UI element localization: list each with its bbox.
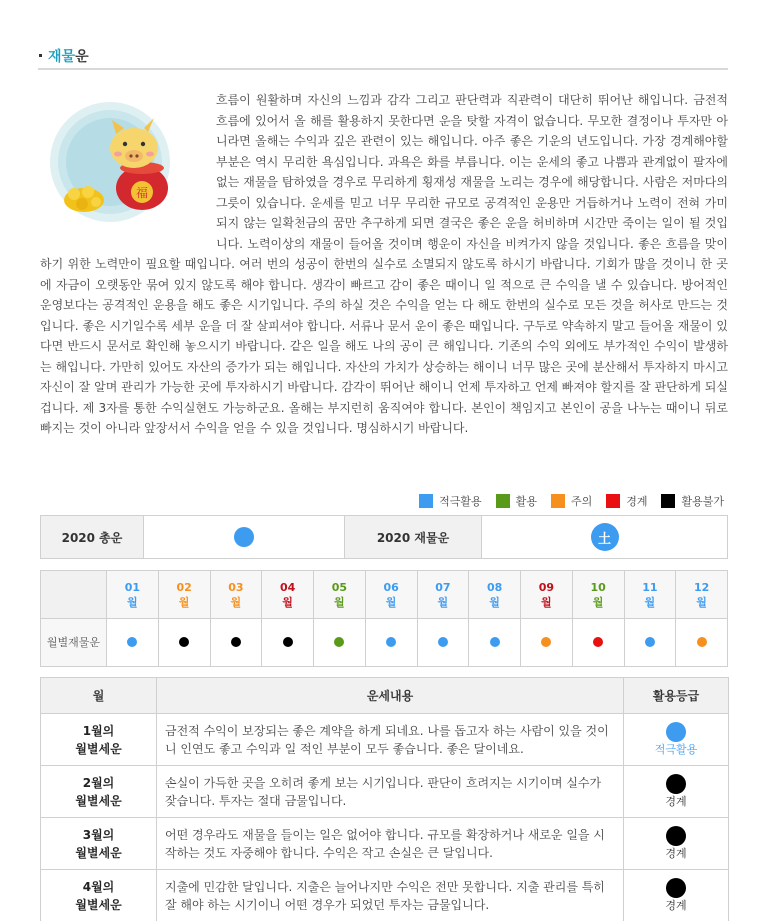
detail-header-row — [41, 678, 729, 714]
month-grade-row — [41, 619, 728, 667]
grade-dot-icon — [645, 637, 655, 647]
grade-dot-icon — [438, 637, 448, 647]
year-summary — [40, 515, 728, 559]
month-header — [521, 571, 573, 619]
month-grade-cell — [262, 619, 314, 667]
month-label: 2월의 — [82, 775, 115, 790]
month-header — [624, 571, 676, 619]
legend-label: 활용 — [515, 495, 537, 508]
content-cell: 손실이 가득한 곳을 오히려 좋게 보는 시기입니다. 판단이 흐려지는 시기이며 실수가 잦습니다. 투자는 절대 금물입니다. — [157, 766, 624, 818]
grade-dot-icon — [490, 637, 500, 647]
grade-dot-icon — [334, 637, 344, 647]
grade-cell — [624, 766, 729, 818]
month-unit: 월 — [541, 595, 552, 609]
fortune-paragraph: 흐름이 원활하며 자신의 느낌과 감각 그리고 판단력과 직관력이 대단히 뛰어난 해입니다. 금전적 흐름에 있어서 올 해를 활용하지 못한다면 운을 탓할 자격이 없습니다. 무모한 결정이나 투자만 아니라면 올해는 수익과 깊은 관련이 있는 해입니다. 아주 좋은 기운의 년도입니다. 가장 경계해야할 부분은 역시 무리한 욕심입니다. 과욕은 화를 부릅니다. 이는 운세의 좋고 나쁨과 관계없이 팔자에 없는 재물을 탐하였을 경우로 무리하게 횡재성 재물을 노리는 경우에 해당합니다. 사람은 저마다의 그릇이 있습니다. 운세를 믿고 너무 무리한 규모로 공격적인 운용만 거듭하거나 노력이 전혀 가미되지 않는 일확천금의 꿈만 추구하게 되면 결국은 좋은 운을 허비하며 시간만 죽이는 일이 될 것입니다. 노력이상의 재물이 들어올 것이며 행운이 자신을 비켜가지 않을 것입니다. 좋은 흐름을 맞이하기 위한 노력만이 필요할 때입니다. 여러 번의 성공이 한번의 실수로 소멸되지 않도록 하시기 바랍니다. 기회가 많을 것이니 한 곳에 자금이 오랫동안 묶여 있지 않도록 해야 합니다. 생각이 빠르고 감이 좋은 때이니 일 적으로 큰 수익을 낼 수 있습니다. 방어적인 운영보다는 공격적인 운용을 해도 좋은 시기입니다. 주의 하실 것은 수익을 얻는 다 해도 한번의 실수로 모든 것을 허사로 만드는 것입니다. 좋은 시기일수록 세부 운을 더 잘 살피셔야 합니다. 서류나 문서 운이 좋은 때입니다. 구두로 약속하지 말고 들어올 재물이 있다면 반드시 문서로 확인해 놓으시기 바랍니다. 같은 일을 해도 나의 공이 큰 해입니다. 기존의 수익 외에도 부가적인 수익이 발생하는 해입니다. 가만히 있어도 자산의 증가가 되는 해입니다. 자산의 가치가 상승하는 해이니 너무 많은 곳에 분산해서 투자하지 마시고 자신이 잘 알며 관리가 가능한 곳에 투자하시기 바랍니다. 감각이 뛰어난 해이니 언제 투자하고 언제 빠져야 할지를 잘 판단하게 되실 겁니다. 제 3자를 통한 수익실현도 가능하군요. 올해는 부지런히 움직여야 합니다. 본인이 책임지고 본인이 공을 나누는 때이니 뒤로 빠지는 것이 아니라 앞장서서 수익을 얻을 수 있을 것입니다. 명심하시기 바랍니다. — [40, 93, 728, 435]
table-row — [41, 870, 729, 921]
month-grade-cell — [365, 619, 417, 667]
grade-label: 경계 — [665, 899, 687, 912]
month-number: 06 — [383, 580, 399, 594]
month-label: 3월의 — [82, 827, 115, 842]
legend-item-use — [496, 493, 537, 509]
month-number: 10 — [590, 580, 606, 594]
month-header-row — [41, 571, 728, 619]
month-number: 08 — [486, 580, 503, 594]
grade-dot-icon — [697, 637, 707, 647]
legend-item-unusable — [661, 493, 724, 509]
month-header — [365, 571, 417, 619]
month-grade-cell — [521, 619, 573, 667]
grade-dot-icon — [666, 878, 686, 898]
grade-dot-icon — [231, 637, 241, 647]
month-header — [210, 571, 262, 619]
grade-dot-icon — [234, 527, 254, 547]
month-number: 03 — [228, 580, 244, 594]
content-cell: 어떤 경우라도 재물을 들이는 일은 없어야 합니다. 규모를 확장하거나 새로운 일을 시작하는 것도 자중해야 합니다. 수익은 작고 손실은 큰 달입니다. — [157, 818, 624, 870]
month-header — [469, 571, 521, 619]
month-number: 09 — [538, 580, 555, 594]
month-unit: 월 — [644, 595, 656, 609]
wealth-fortune-label: 2020 재물운 — [345, 516, 482, 558]
legend-swatch — [496, 494, 510, 508]
grade-dot-icon — [666, 826, 686, 846]
month-unit: 월 — [230, 595, 242, 609]
month-cell — [41, 766, 157, 818]
pig-fortune-illustration — [44, 96, 180, 228]
legend-label: 주의 — [570, 495, 593, 508]
legend-item-caution — [551, 493, 592, 509]
grade-label: 적극활용 — [654, 743, 698, 756]
legend-swatch — [551, 494, 565, 508]
legend-label: 경계 — [626, 495, 648, 508]
bullet-icon — [39, 54, 42, 57]
grade-cell — [624, 870, 729, 921]
month-unit: 월 — [127, 595, 138, 609]
section-title — [48, 46, 89, 66]
month-grade-cell — [572, 619, 624, 667]
grade-dot-icon — [386, 637, 396, 647]
legend-label: 적극활용 — [439, 495, 482, 508]
month-number: 02 — [176, 580, 192, 594]
monthly-grade-table — [40, 570, 728, 667]
month-header — [314, 571, 366, 619]
month-header — [107, 571, 159, 619]
earth-element-badge: 土 — [591, 523, 619, 551]
month-grade-cell — [210, 619, 262, 667]
grade-dot-icon — [283, 637, 293, 647]
column-header-month: 월 — [41, 678, 157, 714]
month-header — [676, 571, 728, 619]
month-grade-cell — [417, 619, 469, 667]
total-fortune-label: 2020 총운 — [41, 516, 144, 558]
total-fortune-value — [144, 516, 345, 558]
grade-dot-icon — [127, 637, 137, 647]
grade-cell — [624, 714, 729, 766]
month-unit: 월 — [385, 595, 397, 609]
month-header — [572, 571, 624, 619]
month-unit: 월 — [489, 595, 500, 609]
month-number: 01 — [124, 580, 141, 594]
month-label: 1월의 — [82, 723, 115, 738]
legend-item-warning — [606, 493, 647, 509]
grade-dot-icon — [593, 637, 603, 647]
month-unit: 월 — [282, 595, 293, 609]
grade-dot-icon — [541, 637, 551, 647]
month-unit: 월 — [178, 595, 190, 609]
month-grade-cell — [107, 619, 159, 667]
monthly-row-label: 월별재물운 — [41, 619, 107, 667]
month-cell — [41, 870, 157, 921]
month-sublabel: 월별세운 — [75, 897, 122, 912]
month-grade-cell — [624, 619, 676, 667]
section-header — [38, 44, 728, 70]
month-unit: 월 — [437, 595, 449, 609]
legend-swatch — [606, 494, 620, 508]
grade-label: 경계 — [665, 847, 687, 860]
section-title-accent: 재물 — [48, 49, 76, 65]
month-grade-cell — [158, 619, 210, 667]
grade-dot-icon — [666, 722, 686, 742]
month-sublabel: 월별세운 — [75, 741, 122, 756]
grade-dot-icon — [179, 637, 189, 647]
column-header-content: 운세내용 — [157, 678, 624, 714]
month-cell — [41, 714, 157, 766]
month-grade-cell — [676, 619, 728, 667]
month-sublabel: 월별세운 — [75, 793, 122, 808]
month-header — [417, 571, 469, 619]
month-header — [158, 571, 210, 619]
month-label: 4월의 — [82, 879, 115, 894]
month-unit: 월 — [592, 595, 604, 609]
svg-text:福: 福 — [135, 186, 149, 200]
legend-label: 활용불가 — [681, 495, 724, 508]
table-row — [41, 714, 729, 766]
month-sublabel: 월별세운 — [75, 845, 122, 860]
month-number: 04 — [279, 580, 296, 594]
month-grade-cell — [314, 619, 366, 667]
grade-label: 경계 — [665, 795, 687, 808]
table-row — [41, 766, 729, 818]
wealth-fortune-value — [482, 516, 727, 558]
month-unit: 월 — [334, 595, 345, 609]
legend-swatch — [661, 494, 675, 508]
month-number: 11 — [642, 580, 658, 594]
month-number: 12 — [693, 580, 710, 594]
month-number: 07 — [435, 580, 451, 594]
grade-cell — [624, 818, 729, 870]
month-header — [262, 571, 314, 619]
content-cell: 지출에 민감한 달입니다. 지출은 늘어나지만 수익은 전만 못합니다. 지출 관리를 특히 잘 해야 하는 시기이니 어떤 경우가 되었던 투자는 금물입니다. — [157, 870, 624, 921]
month-unit: 월 — [696, 595, 707, 609]
column-header-grade: 활용등급 — [624, 678, 729, 714]
legend-item-active — [419, 493, 482, 509]
content-cell: 금전적 수익이 보장되는 좋은 계약을 하게 되네요. 나를 돕고자 하는 사람이 있을 것이니 인연도 좋고 수익과 일 적인 부분이 모두 좋습니다. 좋은 달이네요. — [157, 714, 624, 766]
month-number: 05 — [331, 580, 348, 594]
section-title-rest: 운 — [75, 49, 89, 65]
table-row — [41, 818, 729, 870]
monthly-detail-table — [40, 677, 729, 921]
month-grade-cell — [469, 619, 521, 667]
grade-dot-icon — [666, 774, 686, 794]
month-cell — [41, 818, 157, 870]
grade-legend — [419, 493, 724, 509]
table-corner — [41, 571, 107, 619]
legend-swatch — [419, 494, 433, 508]
